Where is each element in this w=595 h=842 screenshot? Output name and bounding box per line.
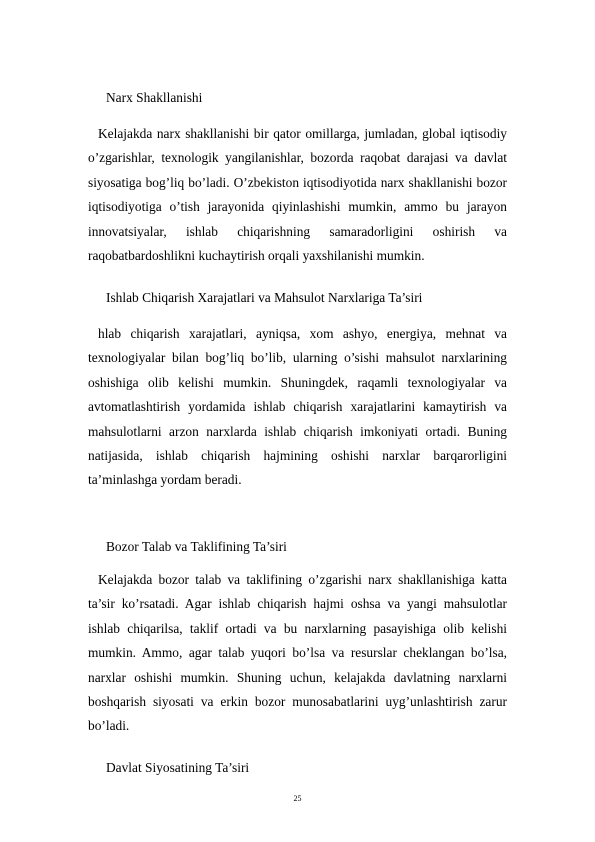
- section-paragraph-narx-shakllanishi: Kelajakda narx shakllanishi bir qator omillarga, jumladan, global iqtisodiy o’zgarishlar, texnologik yangilanishlar, bozorda raqobat darajasi va davlat siyosatiga bog’liq bo’ladi. O’zbekiston iqtisodiyotida narx shakllanishi bozor iqtisodiyotiga o’tish jarayonida qiyinlashishi mumkin, ammo bu jarayon innovatsiyalar, ishlab chiqarishning samaradorligini oshirish va raqobatbardoshlikni kuchaytirish orqali yaxshilanishi mumkin.: [88, 126, 507, 264]
- section-heading-bozor-talab: Bozor Talab va Taklifining Ta’siri: [106, 539, 287, 554]
- section-paragraph-ishlab-chiqarish: hlab chiqarish xarajatlari, ayniqsa, xom ashyo, energiya, mehnat va texnologiyalar bilan bog’liq bo’lib, ularning o’sishi mahsulot narxlarining oshishiga olib kelishi mumkin. Shuningdek, raqamli texnologiyalar va avtomatlashtirish yordamida ishlab chiqarish xarajatlarini kamaytirish va mahsulotlarni arzon narxlarda ishlab chiqarish imkoniyati ortadi. Buning natijasida, ishlab chiqarish hajmining oshishi narxlar barqarorligini ta’minlashga yordam beradi.: [88, 326, 507, 488]
- section-paragraph-bozor-talab: Kelajakda bozor talab va taklifining o’zgarishi narx shakllanishiga katta ta’sir ko’rsatadi. Agar ishlab chiqarish hajmi oshsa va yangi mahsulotlar ishlab chiqarilsa, taklif ortadi va bu narxlarning pasayishiga olib kelishi mumkin. Ammo, agar talab yuqori bo’lsa va resurslar cheklangan bo’lsa, narxlar oshishi mumkin. Shuning uchun, kelajakda davlatning narxlarni boshqarish siyosati va erkin bozor munosabatlarini uyg’unlashtirish zarur bo’ladi.: [88, 572, 507, 734]
- page-number: 25: [293, 794, 302, 803]
- section-heading-narx-shakllanishi: Narx Shakllanishi: [106, 90, 203, 105]
- section-heading-davlat-siyosati: Davlat Siyosatining Ta’siri: [106, 760, 250, 775]
- section-heading-ishlab-chiqarish: Ishlab Chiqarish Xarajatlari va Mahsulot Narxlariga Ta’siri: [106, 290, 423, 305]
